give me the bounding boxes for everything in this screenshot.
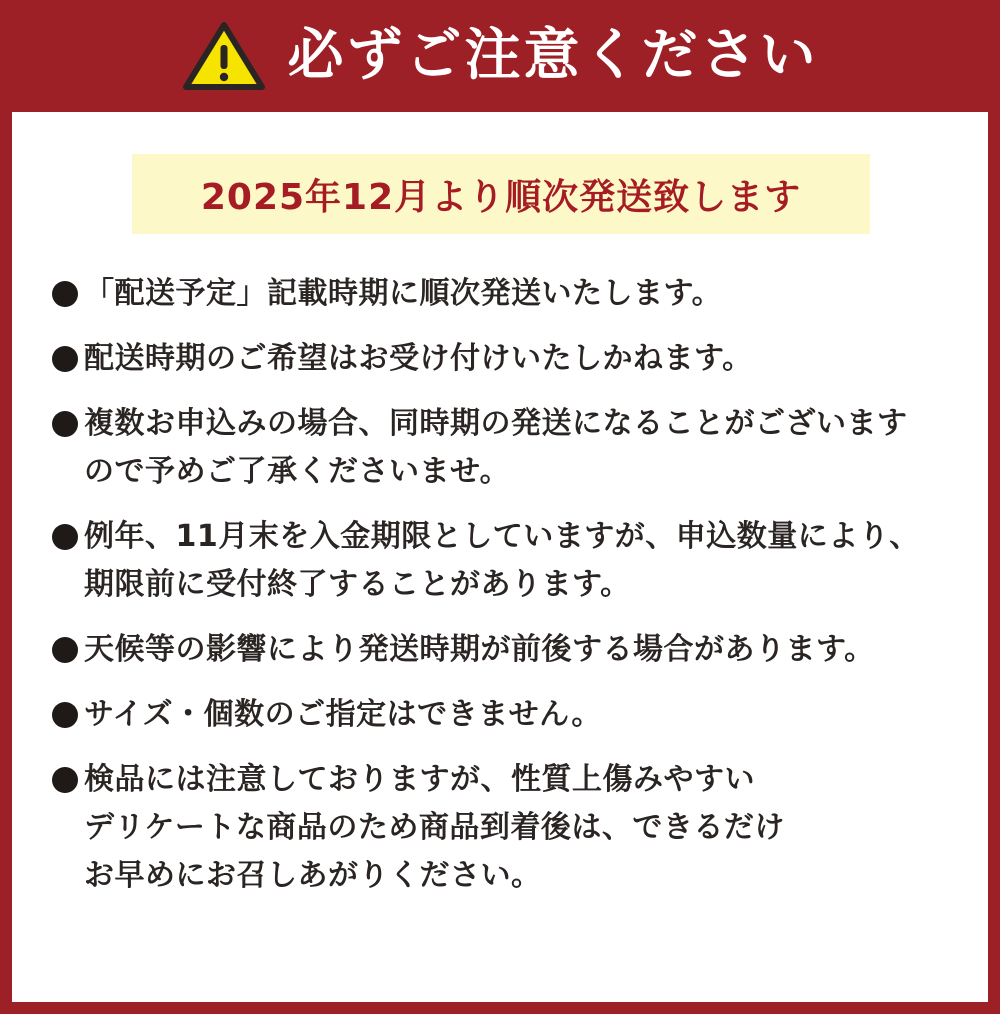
notice-panel	[12, 112, 988, 1002]
note-text	[84, 691, 602, 739]
note-line: 検品には注意しておりますが、性質上傷みやすい	[84, 762, 755, 797]
bullet-icon	[52, 767, 78, 793]
bullet-icon	[52, 637, 78, 663]
bullet-icon	[52, 411, 78, 437]
note-line: お早めにお召しあがりください。	[84, 858, 542, 893]
note-text	[84, 400, 908, 496]
note-text	[84, 756, 785, 900]
list-item	[52, 513, 972, 609]
note-line: 例年、11月末を入金期限としていますが、申込数量により、	[84, 519, 920, 554]
notice-list	[52, 270, 972, 917]
bullet-icon	[52, 702, 78, 728]
bullet-icon	[52, 524, 78, 550]
list-item	[52, 270, 972, 318]
note-line: デリケートな商品のため商品到着後は、できるだけ	[84, 810, 785, 845]
bullet-icon	[52, 346, 78, 372]
list-item	[52, 756, 972, 900]
note-line: サイズ・個数のご指定はできません。	[84, 697, 602, 732]
page-title: 必ずご注意ください	[287, 23, 819, 88]
list-item	[52, 400, 972, 496]
note-text	[84, 270, 722, 318]
note-text	[84, 626, 875, 674]
list-item	[52, 626, 972, 674]
note-line: 期限前に受付終了することがあります。	[84, 567, 631, 602]
note-line: ので予めご了承くださいませ。	[84, 454, 511, 489]
note-line: 天候等の影響により発送時期が前後する場合があります。	[84, 632, 875, 667]
bullet-icon	[52, 281, 78, 307]
warning-icon	[182, 21, 266, 91]
note-text	[84, 335, 753, 383]
list-item	[52, 335, 972, 383]
shipping-banner-text: 2025年12月より順次発送致します	[200, 176, 802, 218]
note-line: 配送時期のご希望はお受け付けいたしかねます。	[84, 341, 753, 376]
shipping-banner	[132, 154, 870, 234]
note-line: 「配送予定」記載時期に順次発送いたします。	[84, 276, 723, 311]
note-line: 複数お申込みの場合、同時期の発送になることがございます	[84, 406, 908, 441]
note-text	[84, 513, 920, 609]
notice-header	[0, 0, 1000, 112]
list-item	[52, 691, 972, 739]
